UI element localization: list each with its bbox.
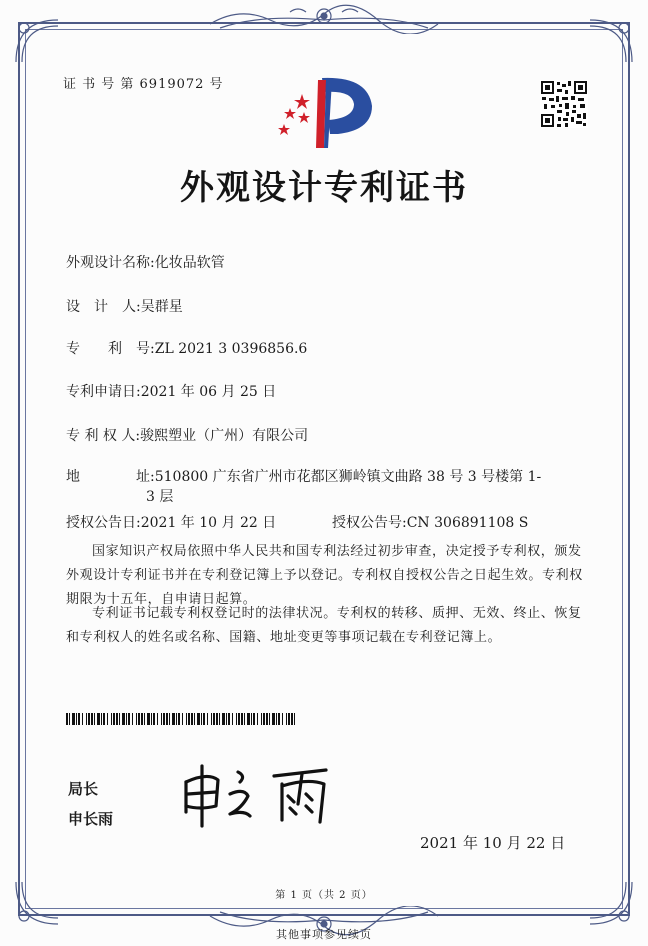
certificate-title: 外观设计专利证书 bbox=[180, 168, 468, 208]
address-continuation bbox=[146, 486, 173, 506]
issue-date: 2021 年 10 月 22 日 bbox=[420, 834, 566, 852]
director-name: 申长雨 bbox=[68, 810, 114, 828]
patent-number-label: 专 利 号: bbox=[66, 341, 155, 357]
patentee-label: 专 利 权 人: bbox=[66, 428, 141, 444]
certificate-number: 证 书 号 第 6919072 号 bbox=[63, 77, 224, 92]
address-label: 地 址: bbox=[66, 469, 155, 485]
designer-label: 设 计 人: bbox=[66, 299, 141, 315]
grant-number-row bbox=[332, 512, 528, 532]
corner-ornament-icon bbox=[8, 12, 68, 72]
legal-status-paragraph: 专利证书记载专利权登记时的法律状况。专利权的转移、质押、无效、终止、恢复和专利权人的姓名或名称、国籍、地址变更等事项记载在专利登记簿上。 bbox=[66, 606, 582, 645]
application-date-label: 专利申请日: bbox=[66, 384, 141, 400]
patent-number-value: ZL 2021 3 0396856.6 bbox=[154, 341, 308, 357]
patentee-value: 骏熙塑业（广州）有限公司 bbox=[140, 428, 309, 444]
corner-ornament-icon bbox=[580, 12, 640, 72]
cnipa-logo-icon bbox=[268, 72, 380, 152]
page-number: 第 1 页（共 2 页） bbox=[275, 890, 373, 901]
design-name-label: 外观设计名称: bbox=[66, 255, 155, 271]
director-title: 局长 bbox=[68, 780, 99, 798]
designer-row bbox=[66, 296, 183, 316]
application-date-value: 2021 年 06 月 25 日 bbox=[140, 384, 277, 400]
corner-ornament-icon bbox=[8, 872, 68, 932]
top-ornament-icon bbox=[200, 4, 448, 34]
address-row bbox=[66, 466, 541, 486]
address-value-line1: 510800 广东省广州市花都区狮岭镇文曲路 38 号 3 号楼第 1- bbox=[154, 469, 542, 485]
designer-value: 吴群星 bbox=[140, 299, 183, 315]
design-name-row bbox=[66, 252, 225, 272]
application-date-row bbox=[66, 381, 276, 401]
grant-number-label: 授权公告号: bbox=[332, 515, 407, 531]
barcode-icon bbox=[66, 713, 298, 725]
handwritten-signature-icon bbox=[178, 760, 340, 830]
patent-number-row bbox=[66, 338, 307, 358]
qr-code-icon bbox=[540, 80, 588, 128]
address-value-line2: 3 层 bbox=[146, 489, 174, 505]
design-name-value: 化妆品软管 bbox=[154, 255, 225, 271]
grant-date-value: 2021 年 10 月 22 日 bbox=[140, 515, 277, 531]
grant-date-label: 授权公告日: bbox=[66, 515, 141, 531]
grant-statement-paragraph: 国家知识产权局依照中华人民共和国专利法经过初步审查，决定授予专利权，颁发外观设计专利证书并在专利登记簿上予以登记。专利权自授权公告之日起生效。专利权期限为十五年，自申请日起算。 bbox=[66, 544, 583, 607]
corner-ornament-icon bbox=[580, 872, 640, 932]
grant-date-row bbox=[66, 512, 276, 532]
patentee-row bbox=[66, 425, 308, 445]
grant-number-value: CN 306891108 S bbox=[406, 515, 529, 531]
footer-note: 其他事项参见续页 bbox=[276, 928, 372, 941]
